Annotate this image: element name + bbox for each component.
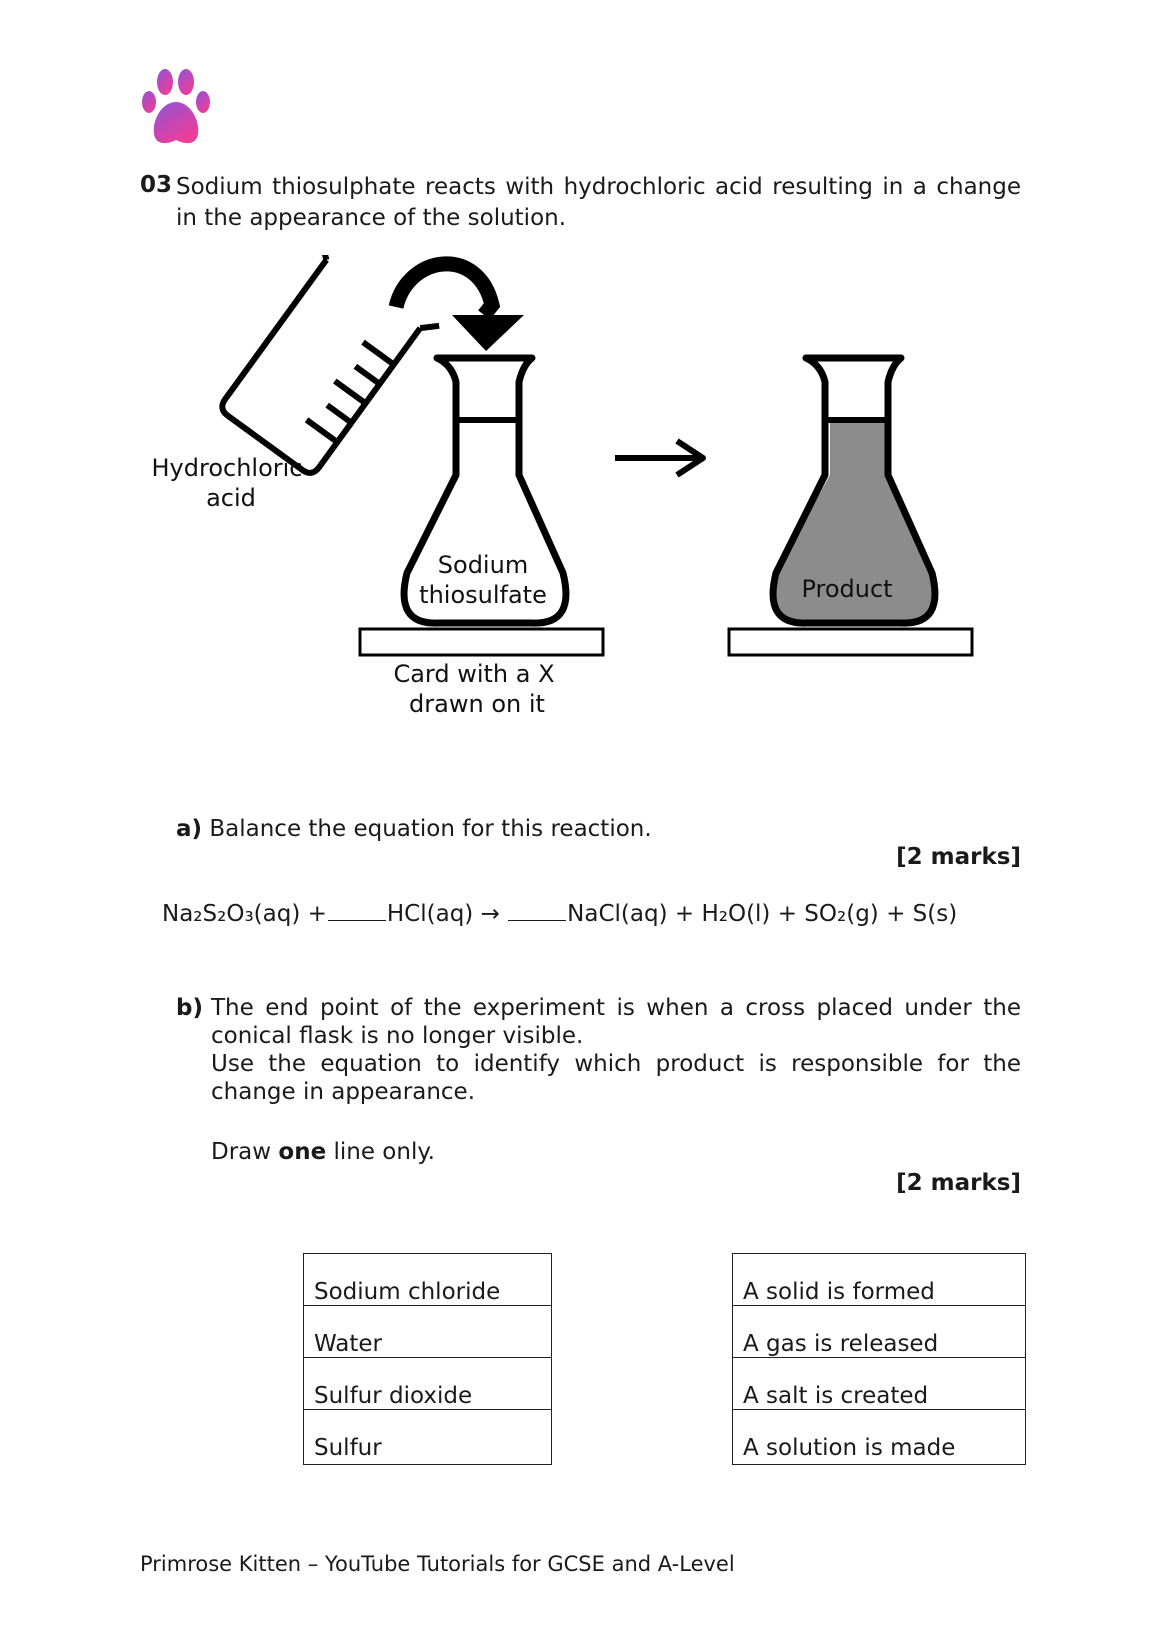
draw-prefix: Draw: [211, 1139, 272, 1165]
card-label-line2: drawn on it: [409, 690, 545, 718]
product-option[interactable]: Water: [304, 1306, 551, 1358]
part-b-text-1: The end point of the experiment is when a cross placed under the conical flask is no longer visible.: [211, 995, 1021, 1049]
part-a-label: a): [176, 816, 203, 842]
product-option[interactable]: Sodium chloride: [304, 1254, 551, 1306]
coefficient-blank-hcl[interactable]: [328, 902, 386, 921]
appearance-option[interactable]: A solution is made: [743, 1435, 956, 1461]
part-b-label: b): [176, 995, 203, 1021]
page-footer: Primrose Kitten – YouTube Tutorials for GCSE and A-Level: [140, 1552, 735, 1576]
appearance-options-box: [732, 1253, 1026, 1465]
product-label: Product: [801, 575, 893, 603]
draw-suffix: line only.: [333, 1139, 435, 1165]
product-options-box: [303, 1253, 552, 1465]
equation-rhs: NaCl(aq) + H₂O(l) + SO₂(g) + S(s): [567, 901, 958, 927]
card-left: [360, 629, 603, 655]
chemical-equation: [162, 901, 957, 927]
question-number: 03: [140, 172, 173, 198]
experiment-diagram: [140, 255, 1040, 775]
acid-label-line1: Hydrochloric: [151, 454, 303, 482]
flask-label-line1: Sodium: [437, 551, 529, 579]
reaction-arrow-icon: [615, 441, 703, 475]
appearance-option[interactable]: A gas is released: [733, 1306, 1025, 1358]
question-text: Sodium thiosulphate reacts with hydrochloric acid resulting in a change in the appearance of the solution.: [176, 174, 1021, 231]
coefficient-blank-nacl[interactable]: [508, 902, 566, 921]
draw-instruction: [211, 1139, 435, 1165]
equation-lhs: Na₂S₂O₃(aq) +: [162, 901, 327, 927]
part-a-text: Balance the equation for this reaction.: [209, 816, 652, 842]
draw-bold: one: [278, 1139, 327, 1165]
part-b-marks: [2 marks]: [896, 1170, 1021, 1196]
paw-print-icon: [140, 66, 212, 150]
card-right: [729, 629, 972, 655]
product-option[interactable]: Sulfur dioxide: [304, 1358, 551, 1410]
card-label-line1: Card with a X: [393, 660, 555, 688]
part-a-marks: [2 marks]: [896, 844, 1021, 870]
product-option[interactable]: Sulfur: [314, 1435, 382, 1461]
part-b-text-2: Use the equation to identify which product is responsible for the change in appearance.: [211, 1051, 1021, 1105]
appearance-option[interactable]: A solid is formed: [733, 1254, 1025, 1306]
equation-hcl: HCl(aq) →: [386, 901, 500, 927]
acid-label-line2: acid: [206, 484, 256, 512]
flask-label-line2: thiosulfate: [419, 581, 547, 609]
appearance-option[interactable]: A salt is created: [733, 1358, 1025, 1410]
part-b-question: [176, 994, 1021, 1106]
part-a-question: [176, 816, 652, 842]
